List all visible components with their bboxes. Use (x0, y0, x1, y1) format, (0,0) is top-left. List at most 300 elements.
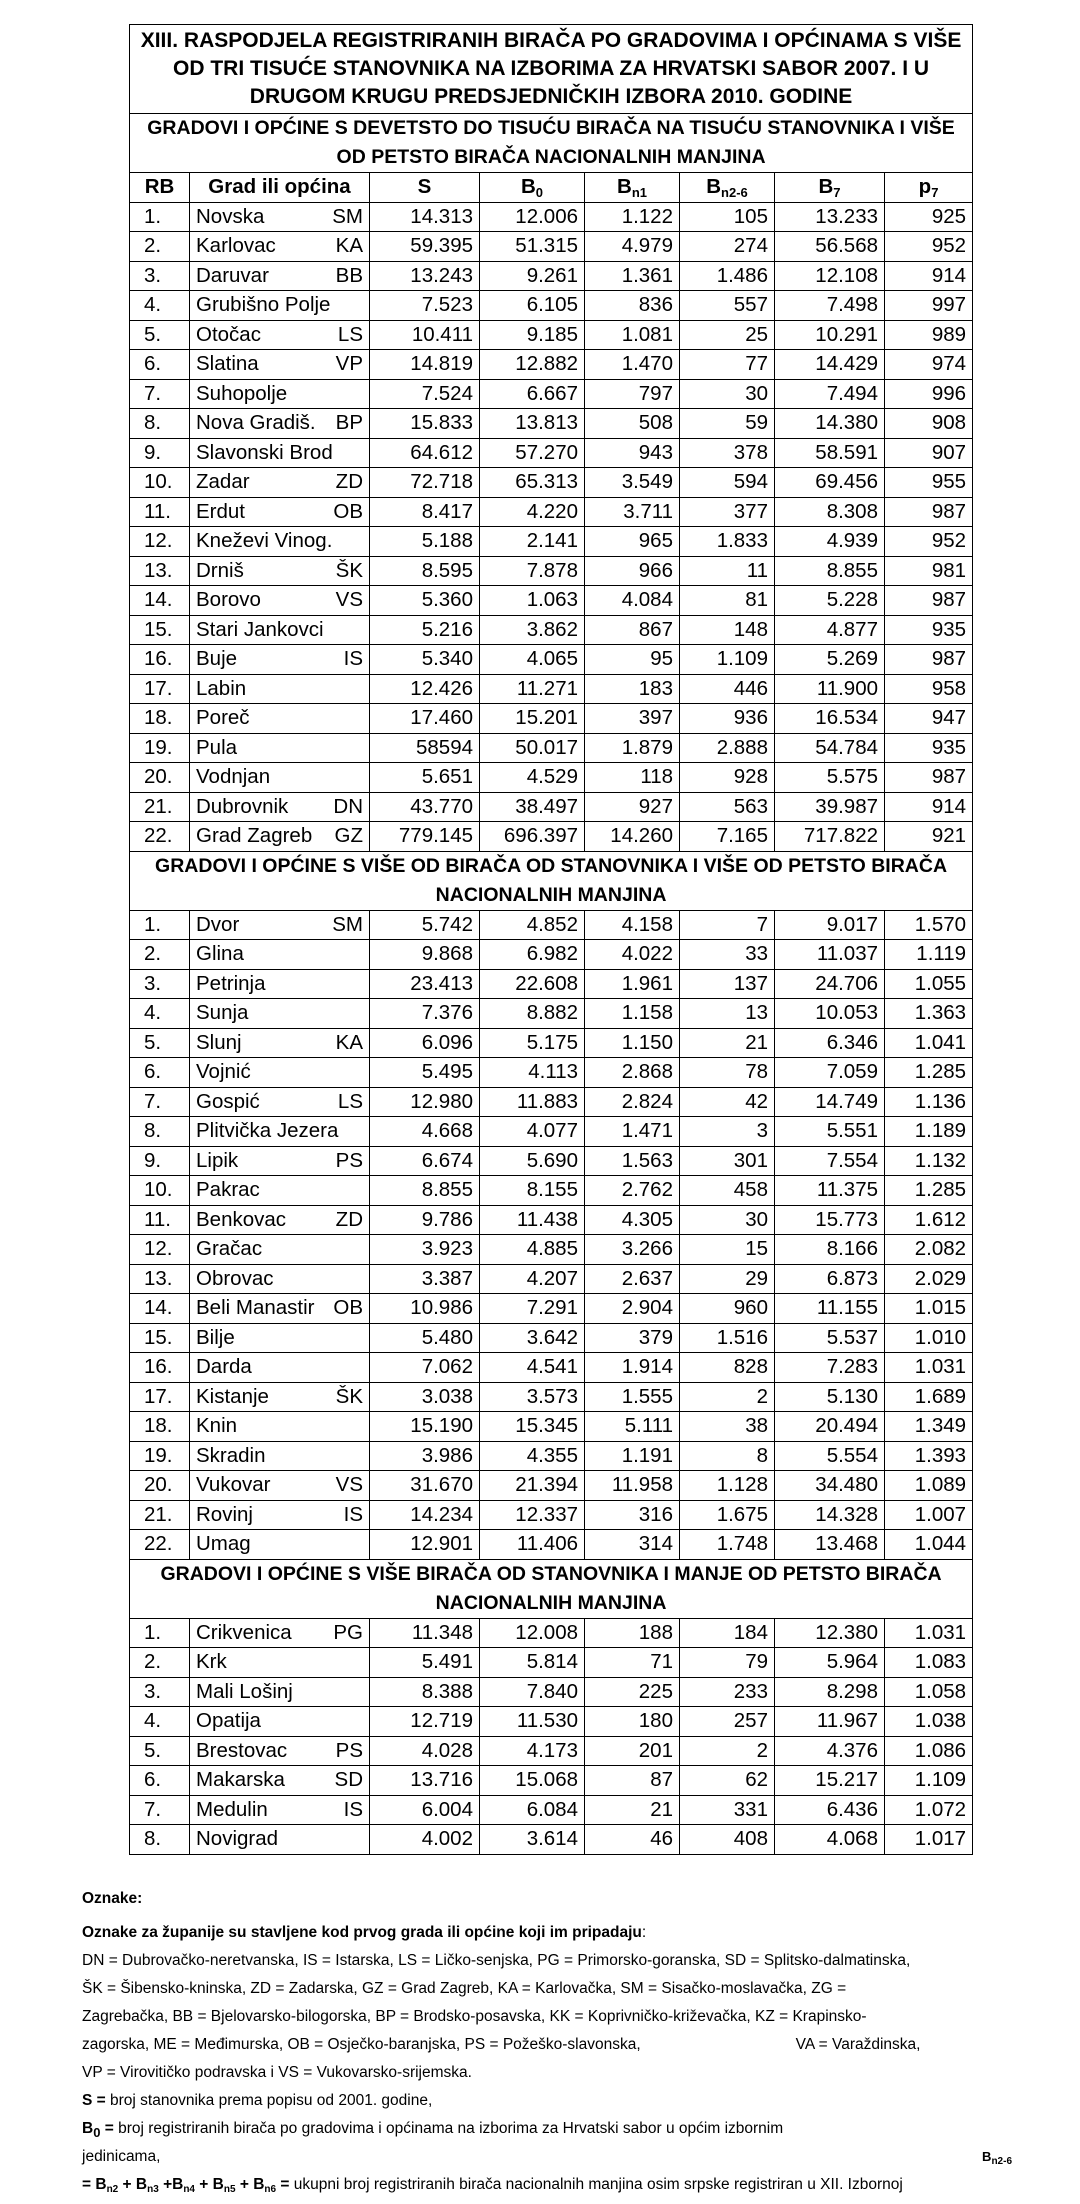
value-b0: 51.315 (480, 232, 585, 262)
city-cell (190, 969, 370, 999)
row-number: 8. (130, 409, 190, 439)
value-s: 13.243 (370, 261, 480, 291)
value-b0: 4.207 (480, 1264, 585, 1294)
value-b0: 3.642 (480, 1323, 585, 1353)
city-name: Slunj (196, 1030, 242, 1054)
value-s: 31.670 (370, 1471, 480, 1501)
value-bn1: 1.879 (585, 733, 680, 763)
city-cell (190, 261, 370, 291)
city-cell (190, 645, 370, 675)
value-bn26: 30 (680, 1205, 775, 1235)
value-bn26: 936 (680, 704, 775, 734)
city-cell (190, 379, 370, 409)
value-b7: 5.554 (775, 1441, 885, 1471)
value-b0: 4.173 (480, 1736, 585, 1766)
table-row (130, 556, 973, 586)
value-b0: 4.220 (480, 497, 585, 527)
value-b7: 56.568 (775, 232, 885, 262)
section-title: GRADOVI I OPĆINE S VIŠE BIRAČA OD STANOVNIKA I MANJE OD PETSTO BIRAČA NACIONALNIH MANJINA (130, 1559, 973, 1618)
value-bn1: 1.081 (585, 320, 680, 350)
county-code: ZD (335, 470, 363, 493)
value-b7: 11.900 (775, 674, 885, 704)
table-row (130, 527, 973, 557)
value-b7: 8.855 (775, 556, 885, 586)
value-bn1: 927 (585, 792, 680, 822)
table-row (130, 379, 973, 409)
value-b7: 7.283 (775, 1353, 885, 1383)
value-s: 8.595 (370, 556, 480, 586)
city-cell (190, 615, 370, 645)
city-name: Pakrac (196, 1178, 260, 1201)
county-code: SD (334, 1768, 363, 1791)
value-bn1: 21 (585, 1795, 680, 1825)
value-b0: 50.017 (480, 733, 585, 763)
value-s: 64.612 (370, 438, 480, 468)
value-b7: 20.494 (775, 1412, 885, 1442)
table-row (130, 1648, 973, 1678)
table-row (130, 1176, 973, 1206)
table-row (130, 674, 973, 704)
value-p7: 1.010 (885, 1323, 973, 1353)
value-bn26: 59 (680, 409, 775, 439)
city-name: Pula (196, 735, 238, 759)
value-b0: 1.063 (480, 586, 585, 616)
value-b0: 12.006 (480, 202, 585, 232)
value-b0: 57.270 (480, 438, 585, 468)
row-number: 17. (130, 674, 190, 704)
voter-distribution-table (129, 24, 973, 1855)
value-b7: 5.228 (775, 586, 885, 616)
table-row (130, 704, 973, 734)
row-number: 20. (130, 763, 190, 793)
value-b7: 11.037 (775, 940, 885, 970)
s-label: S = (82, 2092, 106, 2109)
value-b7: 5.130 (775, 1382, 885, 1412)
value-p7: 1.089 (885, 1471, 973, 1501)
city-name: Makarska (196, 1768, 285, 1791)
value-bn1: 14.260 (585, 822, 680, 852)
value-bn26: 563 (680, 792, 775, 822)
city-name: Skradin (196, 1443, 266, 1467)
row-number: 2. (130, 232, 190, 262)
value-bn26: 79 (680, 1648, 775, 1678)
row-number: 4. (130, 999, 190, 1029)
city-name: Kistanje (196, 1384, 269, 1408)
value-bn26: 408 (680, 1825, 775, 1855)
value-bn1: 2.637 (585, 1264, 680, 1294)
value-bn26: 960 (680, 1294, 775, 1324)
value-p7: 997 (885, 291, 973, 321)
city-cell (190, 1382, 370, 1412)
value-s: 5.742 (370, 910, 480, 940)
value-p7: 921 (885, 822, 973, 852)
value-b0: 12.337 (480, 1500, 585, 1530)
value-p7: 1.285 (885, 1058, 973, 1088)
table-row (130, 1412, 973, 1442)
row-number: 1. (130, 202, 190, 232)
value-b7: 10.053 (775, 999, 885, 1029)
row-number: 4. (130, 1707, 190, 1737)
row-number: 1. (130, 910, 190, 940)
value-s: 5.216 (370, 615, 480, 645)
value-p7: 1.031 (885, 1618, 973, 1648)
city-cell (190, 1795, 370, 1825)
counties-colon: : (641, 1924, 647, 1941)
city-name: Buje (196, 647, 238, 670)
table-row (130, 1707, 973, 1737)
row-number: 14. (130, 586, 190, 616)
value-bn1: 188 (585, 1618, 680, 1648)
value-s: 779.145 (370, 822, 480, 852)
s-text: broj stanovnika prema popisu od 2001. godine, (105, 2092, 433, 2109)
section-header-row (130, 851, 973, 910)
value-s: 8.388 (370, 1677, 480, 1707)
table-row (130, 733, 973, 763)
value-s: 11.348 (370, 1618, 480, 1648)
section-title: GRADOVI I OPĆINE S DEVETSTO DO TISUĆU BIRAČA NA TISUĆU STANOVNIKA I VIŠE OD PETSTO BIRAČA NACIONALNIH MANJINA (130, 114, 973, 173)
table-row (130, 1736, 973, 1766)
value-p7: 987 (885, 763, 973, 793)
value-bn1: 867 (585, 615, 680, 645)
value-s: 9.786 (370, 1205, 480, 1235)
value-bn1: 2.868 (585, 1058, 680, 1088)
value-bn26: 81 (680, 586, 775, 616)
table-row (130, 1087, 973, 1117)
value-b0: 4.355 (480, 1441, 585, 1471)
value-bn1: 2.762 (585, 1176, 680, 1206)
value-p7: 1.109 (885, 1766, 973, 1796)
value-b7: 58.591 (775, 438, 885, 468)
value-b0: 4.077 (480, 1117, 585, 1147)
row-number: 7. (130, 379, 190, 409)
row-number: 13. (130, 556, 190, 586)
value-p7: 1.132 (885, 1146, 973, 1176)
table-row (130, 320, 973, 350)
city-name: Karlovac (196, 234, 276, 257)
value-s: 13.716 (370, 1766, 480, 1796)
bn26-label: $B_{n2-6}$ (982, 2149, 1012, 2167)
header-city: Grad ili općina (190, 173, 370, 203)
value-b7: 6.436 (775, 1795, 885, 1825)
value-s: 3.038 (370, 1382, 480, 1412)
value-b7: 8.308 (775, 497, 885, 527)
value-p7: 935 (885, 733, 973, 763)
city-name: Sunja (196, 1001, 249, 1024)
city-name: Borovo (196, 588, 261, 611)
city-name: Erdut (196, 499, 245, 523)
value-bn1: 1.361 (585, 261, 680, 291)
section-title: GRADOVI I OPĆINE S VIŠE OD BIRAČA OD STANOVNIKA I VIŠE OD PETSTO BIRAČA NACIONALNIH MANJINA (130, 851, 973, 910)
value-bn26: 1.748 (680, 1530, 775, 1560)
city-name: Crikvenica (196, 1620, 292, 1644)
county-code: PS (335, 1738, 363, 1762)
table-row (130, 468, 973, 498)
notes-heading: Oznake: (82, 1890, 143, 1907)
table-row (130, 497, 973, 527)
city-cell (190, 1353, 370, 1383)
table-row (130, 1766, 973, 1796)
city-cell (190, 1736, 370, 1766)
value-bn1: 314 (585, 1530, 680, 1560)
value-b7: 717.822 (775, 822, 885, 852)
value-b7: 5.269 (775, 645, 885, 675)
value-bn26: 33 (680, 940, 775, 970)
value-s: 7.062 (370, 1353, 480, 1383)
value-bn26: 1.486 (680, 261, 775, 291)
city-name: Grad Zagreb (196, 824, 313, 847)
value-p7: 1.363 (885, 999, 973, 1029)
value-b0: 13.813 (480, 409, 585, 439)
county-code: SM (332, 912, 363, 936)
value-s: 9.868 (370, 940, 480, 970)
city-name: Benkovac (196, 1207, 287, 1231)
city-cell (190, 527, 370, 557)
table-row (130, 1382, 973, 1412)
value-p7: 981 (885, 556, 973, 586)
city-name: Bilje (196, 1325, 235, 1349)
value-bn26: 301 (680, 1146, 775, 1176)
value-bn26: 148 (680, 615, 775, 645)
city-name: Vodnjan (196, 765, 271, 788)
city-name: Novska (196, 204, 265, 228)
city-cell (190, 291, 370, 321)
county-code: VS (335, 588, 363, 611)
city-name: Medulin (196, 1797, 268, 1821)
value-p7: 1.072 (885, 1795, 973, 1825)
value-s: 14.313 (370, 202, 480, 232)
table-row (130, 999, 973, 1029)
city-name: Plitvička Jezera (196, 1119, 339, 1142)
city-cell (190, 468, 370, 498)
value-bn1: 4.979 (585, 232, 680, 262)
city-cell (190, 1294, 370, 1324)
value-b0: 21.394 (480, 1471, 585, 1501)
value-bn1: 3.711 (585, 497, 680, 527)
city-cell (190, 1766, 370, 1796)
value-b0: 5.814 (480, 1648, 585, 1678)
value-b7: 5.551 (775, 1117, 885, 1147)
row-number: 5. (130, 1736, 190, 1766)
city-name: Mali Lošinj (196, 1679, 293, 1703)
counties-line-4b: VA = Varaždinska, (795, 2036, 921, 2053)
city-name: Petrinja (196, 971, 266, 995)
county-code: ŠK (335, 1384, 363, 1408)
b0-definition (82, 2115, 1022, 2143)
value-p7: 989 (885, 320, 973, 350)
value-bn1: 4.305 (585, 1205, 680, 1235)
city-name: Darda (196, 1355, 252, 1378)
county-code: VS (335, 1473, 363, 1496)
value-b7: 12.108 (775, 261, 885, 291)
value-s: 15.190 (370, 1412, 480, 1442)
value-bn1: 379 (585, 1323, 680, 1353)
row-number: 2. (130, 940, 190, 970)
table-row (130, 409, 973, 439)
value-bn26: 13 (680, 999, 775, 1029)
header-s: S (370, 173, 480, 203)
value-s: 59.395 (370, 232, 480, 262)
value-p7: 987 (885, 586, 973, 616)
value-b7: 11.155 (775, 1294, 885, 1324)
city-name: Obrovac (196, 1266, 274, 1290)
value-s: 7.524 (370, 379, 480, 409)
value-p7: 1.007 (885, 1500, 973, 1530)
value-bn1: 2.904 (585, 1294, 680, 1324)
value-b7: 10.291 (775, 320, 885, 350)
table-row (130, 792, 973, 822)
b0-text: broj registriranih birača po gradovima i općinama na izborima za Hrvatski sabor u općim izbornim (113, 2120, 784, 2137)
value-s: 12.426 (370, 674, 480, 704)
table-row (130, 1353, 973, 1383)
value-b7: 12.380 (775, 1618, 885, 1648)
value-b7: 4.376 (775, 1736, 885, 1766)
counties-line-2: ŠK = Šibensko-kninska, ZD = Zadarska, GZ = Grad Zagreb, KA = Karlovačka, SM = Sisačko-moslavačka, ZG = (82, 1980, 847, 1997)
value-bn26: 78 (680, 1058, 775, 1088)
table-row (130, 350, 973, 380)
value-b0: 15.201 (480, 704, 585, 734)
table-row (130, 1500, 973, 1530)
city-cell (190, 1028, 370, 1058)
value-b7: 7.059 (775, 1058, 885, 1088)
value-b0: 22.608 (480, 969, 585, 999)
county-code: ŠK (335, 558, 363, 582)
city-cell (190, 232, 370, 262)
value-b0: 3.614 (480, 1825, 585, 1855)
city-cell (190, 1648, 370, 1678)
value-b7: 14.749 (775, 1087, 885, 1117)
city-cell (190, 1441, 370, 1471)
value-b7: 11.967 (775, 1707, 885, 1737)
county-code: OB (333, 499, 363, 523)
city-cell (190, 674, 370, 704)
row-number: 3. (130, 1677, 190, 1707)
value-s: 12.901 (370, 1530, 480, 1560)
table-row (130, 1618, 973, 1648)
value-bn26: 1.516 (680, 1323, 775, 1353)
value-bn26: 184 (680, 1618, 775, 1648)
row-number: 1. (130, 1618, 190, 1648)
value-bn1: 943 (585, 438, 680, 468)
value-s: 5.495 (370, 1058, 480, 1088)
value-bn26: 928 (680, 763, 775, 793)
row-number: 10. (130, 1176, 190, 1206)
row-number: 10. (130, 468, 190, 498)
value-bn1: 4.158 (585, 910, 680, 940)
value-b0: 4.852 (480, 910, 585, 940)
value-b0: 38.497 (480, 792, 585, 822)
value-bn1: 2.824 (585, 1087, 680, 1117)
value-s: 3.387 (370, 1264, 480, 1294)
value-s: 7.376 (370, 999, 480, 1029)
value-b0: 11.883 (480, 1087, 585, 1117)
county-code: IS (343, 1502, 363, 1526)
county-code: PG (333, 1620, 363, 1644)
city-name: Lipik (196, 1148, 239, 1172)
value-b7: 13.468 (775, 1530, 885, 1560)
value-b0: 2.141 (480, 527, 585, 557)
value-s: 17.460 (370, 704, 480, 734)
value-bn1: 508 (585, 409, 680, 439)
value-s: 4.028 (370, 1736, 480, 1766)
city-cell (190, 1087, 370, 1117)
value-p7: 1.031 (885, 1353, 973, 1383)
value-bn1: 1.122 (585, 202, 680, 232)
row-number: 18. (130, 704, 190, 734)
value-s: 4.002 (370, 1825, 480, 1855)
value-p7: 908 (885, 409, 973, 439)
table-row (130, 615, 973, 645)
counties-line-5: VP = Virovitičko podravska i VS = Vukovarsko-srijemska. (82, 2064, 472, 2081)
value-bn26: 378 (680, 438, 775, 468)
value-bn1: 3.266 (585, 1235, 680, 1265)
value-s: 5.651 (370, 763, 480, 793)
value-s: 43.770 (370, 792, 480, 822)
city-cell (190, 202, 370, 232)
city-cell (190, 1471, 370, 1501)
value-b0: 12.008 (480, 1618, 585, 1648)
city-name: Otočac (196, 322, 261, 346)
city-cell (190, 1117, 370, 1147)
city-cell (190, 586, 370, 616)
county-code: OB (333, 1296, 363, 1319)
value-b0: 6.105 (480, 291, 585, 321)
value-s: 8.417 (370, 497, 480, 527)
city-cell (190, 910, 370, 940)
value-bn26: 11 (680, 556, 775, 586)
value-s: 6.096 (370, 1028, 480, 1058)
value-bn1: 95 (585, 645, 680, 675)
value-bn1: 1.914 (585, 1353, 680, 1383)
value-s: 72.718 (370, 468, 480, 498)
value-bn26: 62 (680, 1766, 775, 1796)
value-b0: 7.878 (480, 556, 585, 586)
city-name: Gračac (196, 1237, 263, 1260)
value-b7: 5.575 (775, 763, 885, 793)
value-s: 7.523 (370, 291, 480, 321)
value-bn26: 77 (680, 350, 775, 380)
value-b7: 54.784 (775, 733, 885, 763)
column-header-row (130, 173, 973, 203)
value-bn1: 71 (585, 1648, 680, 1678)
city-name: Umag (196, 1532, 251, 1555)
value-p7: 996 (885, 379, 973, 409)
city-cell (190, 1146, 370, 1176)
row-number: 6. (130, 350, 190, 380)
value-p7: 1.119 (885, 940, 973, 970)
value-s: 10.986 (370, 1294, 480, 1324)
city-cell (190, 940, 370, 970)
value-bn1: 4.022 (585, 940, 680, 970)
value-s: 58594 (370, 733, 480, 763)
value-p7: 1.285 (885, 1176, 973, 1206)
city-cell (190, 1677, 370, 1707)
row-number: 12. (130, 527, 190, 557)
value-b0: 4.541 (480, 1353, 585, 1383)
value-bn26: 594 (680, 468, 775, 498)
value-p7: 952 (885, 232, 973, 262)
value-b7: 69.456 (775, 468, 885, 498)
city-cell (190, 497, 370, 527)
value-b7: 4.939 (775, 527, 885, 557)
value-b0: 7.840 (480, 1677, 585, 1707)
table-row (130, 940, 973, 970)
county-code: SM (332, 204, 363, 228)
value-bn26: 257 (680, 1707, 775, 1737)
header-b0: $B_0$ (480, 173, 585, 203)
value-p7: 1.055 (885, 969, 973, 999)
value-b7: 7.494 (775, 379, 885, 409)
city-name: Slatina (196, 352, 259, 375)
